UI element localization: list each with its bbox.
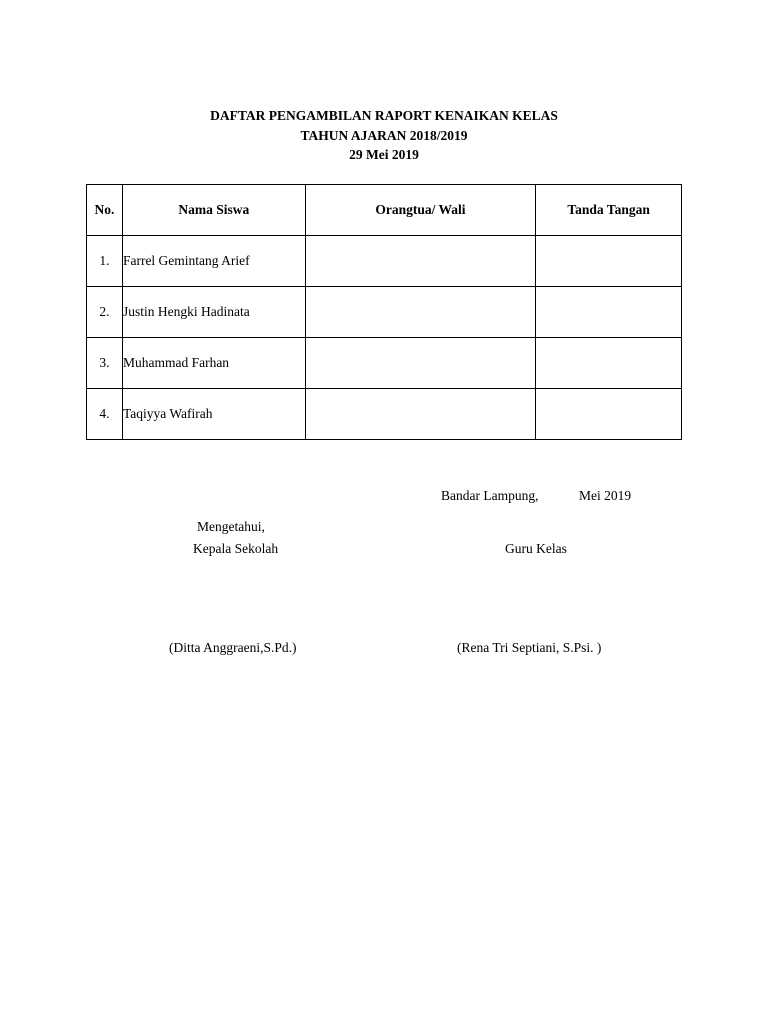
- row-number: 2.: [87, 287, 123, 338]
- student-name: Farrel Gemintang Arief: [122, 236, 305, 287]
- acknowledgement-label: Mengetahui,: [197, 519, 265, 534]
- student-name: Justin Hengki Hadinata: [122, 287, 305, 338]
- table-header-row: [87, 185, 682, 236]
- parent-cell: [305, 338, 536, 389]
- parent-cell: [305, 287, 536, 338]
- document-title-block: [0, 106, 768, 165]
- parent-cell: [305, 236, 536, 287]
- signature-cell: [536, 287, 682, 338]
- signature-cell: [536, 236, 682, 287]
- principal-name: (Ditta Anggraeni,S.Pd.): [169, 640, 297, 655]
- signature-cell: [536, 338, 682, 389]
- student-name: Muhammad Farhan: [122, 338, 305, 389]
- teacher-name: (Rena Tri Septiani, S.Psi. ): [457, 640, 602, 655]
- column-header-no: No.: [87, 185, 123, 236]
- column-header-parent: Orangtua/ Wali: [305, 185, 536, 236]
- principal-title: Kepala Sekolah: [193, 541, 279, 556]
- table-row: [87, 236, 682, 287]
- table-row: [87, 338, 682, 389]
- document-date: 29 Mei 2019: [349, 147, 419, 162]
- academic-year: TAHUN AJARAN 2018/2019: [300, 127, 468, 143]
- student-name: Taqiyya Wafirah: [122, 389, 305, 440]
- parent-cell: [305, 389, 536, 440]
- signature-cell: [536, 389, 682, 440]
- document-title: DAFTAR PENGAMBILAN RAPORT KENAIKAN KELAS: [210, 108, 558, 123]
- signing-place: Bandar Lampung,: [441, 488, 539, 503]
- signing-date: Mei 2019: [579, 488, 632, 503]
- report-pickup-table: [86, 184, 682, 440]
- table-row: [87, 287, 682, 338]
- column-header-signature: Tanda Tangan: [536, 185, 682, 236]
- row-number: 1.: [87, 236, 123, 287]
- row-number: 3.: [87, 338, 123, 389]
- column-header-student-name: Nama Siswa: [122, 185, 305, 236]
- teacher-title: Guru Kelas: [505, 541, 567, 556]
- table-row: [87, 389, 682, 440]
- row-number: 4.: [87, 389, 123, 440]
